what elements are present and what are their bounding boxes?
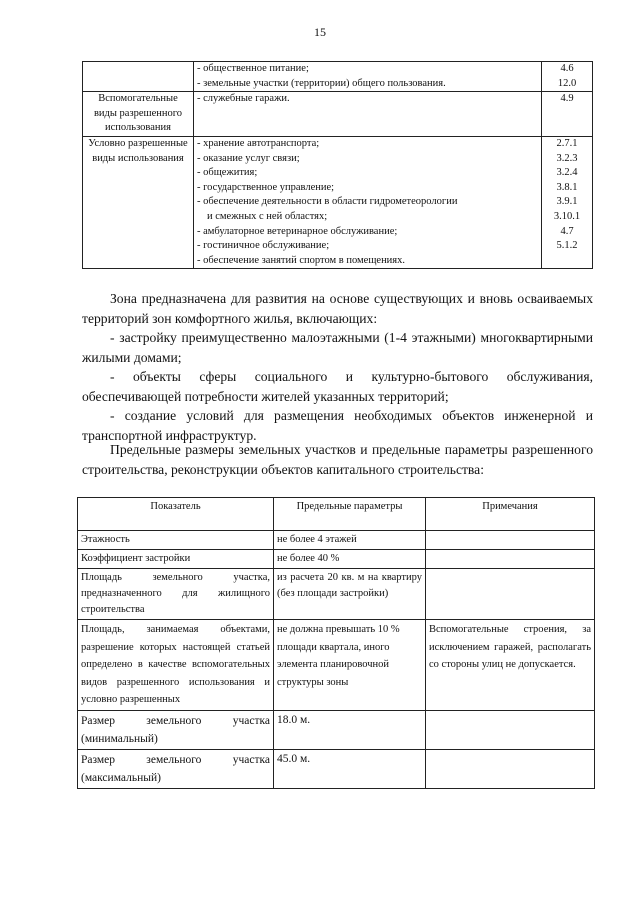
use-item: - обеспечение деятельности в области гидрометеорологии xyxy=(197,196,458,208)
indicator-cell: Размер земельного участка (минимальный) xyxy=(78,710,274,749)
table-row xyxy=(78,531,595,550)
use-item: и смежных с ней областях; xyxy=(207,210,328,222)
uses-cell xyxy=(194,62,542,92)
note-cell xyxy=(426,710,595,749)
permitted-uses-table xyxy=(82,61,593,269)
note-cell xyxy=(426,749,595,788)
indicator-cell: Этажность xyxy=(78,531,274,550)
table-row xyxy=(83,92,593,137)
use-item: - гостиничное обслуживание; xyxy=(197,240,330,252)
use-item: - государственное управление; xyxy=(197,181,335,193)
category-cell: Вспомогательные виды разрешенного использования xyxy=(83,92,194,137)
uses-cell xyxy=(194,136,542,268)
indicator-cell: Размер земельного участка (максимальный) xyxy=(78,749,274,788)
params-heading: Предельные размеры земельных участков и предельные параметры разрешенного строительства, реконструкции объектов капитального строительства: xyxy=(82,442,593,477)
use-item: - оказание услуг связи; xyxy=(197,152,300,164)
codes-cell xyxy=(542,136,593,268)
category-cell xyxy=(83,62,194,92)
zone-bullet: - создание условий для размещения необходимых объектов инженерной и транспортной инфраструктур. xyxy=(82,408,593,443)
limit-cell: 45.0 м. xyxy=(274,749,426,788)
table-row xyxy=(78,749,595,788)
page-number: 15 xyxy=(314,25,326,39)
zone-intro: Зона предназначена для развития на основе существующих и вновь осваиваемых территорий зон комфортного жилья, включающих: xyxy=(82,291,593,326)
use-item: - амбулаторное ветеринарное обслуживание; xyxy=(197,225,398,237)
note-cell xyxy=(426,531,595,550)
use-code: 4.7 xyxy=(560,225,574,237)
limit-cell: не должна превышать 10 % площади квартала, иного элемента планировочной структуры зоны xyxy=(274,620,426,711)
limit-cell: из расчета 20 кв. м на квартиру (без площади застройки) xyxy=(274,569,426,620)
note-cell xyxy=(426,569,595,620)
zone-bullet: - застройку преимущественно малоэтажными (1-4 этажными) многоквартирными жилыми домами; xyxy=(82,330,593,365)
indicator-cell: Площадь земельного участка, предназначенного для жилищного строительства xyxy=(78,569,274,620)
column-header: Примечания xyxy=(426,498,595,531)
table-row xyxy=(83,62,593,92)
note-cell xyxy=(426,550,595,569)
table-row xyxy=(78,569,595,620)
codes-cell xyxy=(542,62,593,92)
use-code: 2.7.1 xyxy=(556,137,578,149)
use-code: 3.2.3 xyxy=(556,152,578,164)
table-row xyxy=(78,710,595,749)
use-code: 4.9 xyxy=(560,93,574,105)
note-cell: Вспомогательные строения, за исключением гаражей, располагать со стороны улиц не допускается. xyxy=(426,620,595,711)
table-row xyxy=(78,620,595,711)
use-code: 12.0 xyxy=(557,77,577,89)
params-table xyxy=(77,497,595,789)
table-row xyxy=(78,550,595,569)
use-item: - обеспечение занятий спортом в помещениях. xyxy=(197,254,406,266)
codes-cell xyxy=(542,92,593,137)
column-header: Показатель xyxy=(78,498,274,531)
indicator-cell: Коэффициент застройки xyxy=(78,550,274,569)
use-code: 3.9.1 xyxy=(556,196,578,208)
use-code: 4.6 xyxy=(560,63,574,74)
table-row xyxy=(83,136,593,268)
use-item: - служебные гаражи. xyxy=(197,93,290,105)
indicator-cell: Площадь, занимаемая объектами, разрешение которых настоящей статьей определено в качестве вспомогательных видов разрешенного использования и условно разрешенных xyxy=(78,620,274,711)
category-cell: Условно разрешенные виды использования xyxy=(83,136,194,268)
uses-cell xyxy=(194,92,542,137)
use-code: 3.2.4 xyxy=(556,167,578,179)
use-item: - хранение автотранспорта; xyxy=(197,137,320,149)
limit-cell: 18.0 м. xyxy=(274,710,426,749)
use-code: 3.8.1 xyxy=(556,181,578,193)
limit-cell: не более 4 этажей xyxy=(274,531,426,550)
column-header: Предельные параметры xyxy=(274,498,426,531)
use-item: - общежития; xyxy=(197,167,258,179)
zone-description xyxy=(82,289,593,445)
use-item: - общественное питание; xyxy=(197,63,309,74)
params-heading-block xyxy=(82,440,593,479)
use-code: 3.10.1 xyxy=(553,210,581,222)
use-code: 5.1.2 xyxy=(556,240,578,252)
limit-cell: не более 40 % xyxy=(274,550,426,569)
table-header-row xyxy=(78,498,595,531)
zone-bullet: - объекты сферы социального и культурно-бытового обслуживания, обеспечивающей потребности жителей указанных территорий; xyxy=(82,369,593,404)
use-item: - земельные участки (территории) общего пользования. xyxy=(197,77,446,89)
